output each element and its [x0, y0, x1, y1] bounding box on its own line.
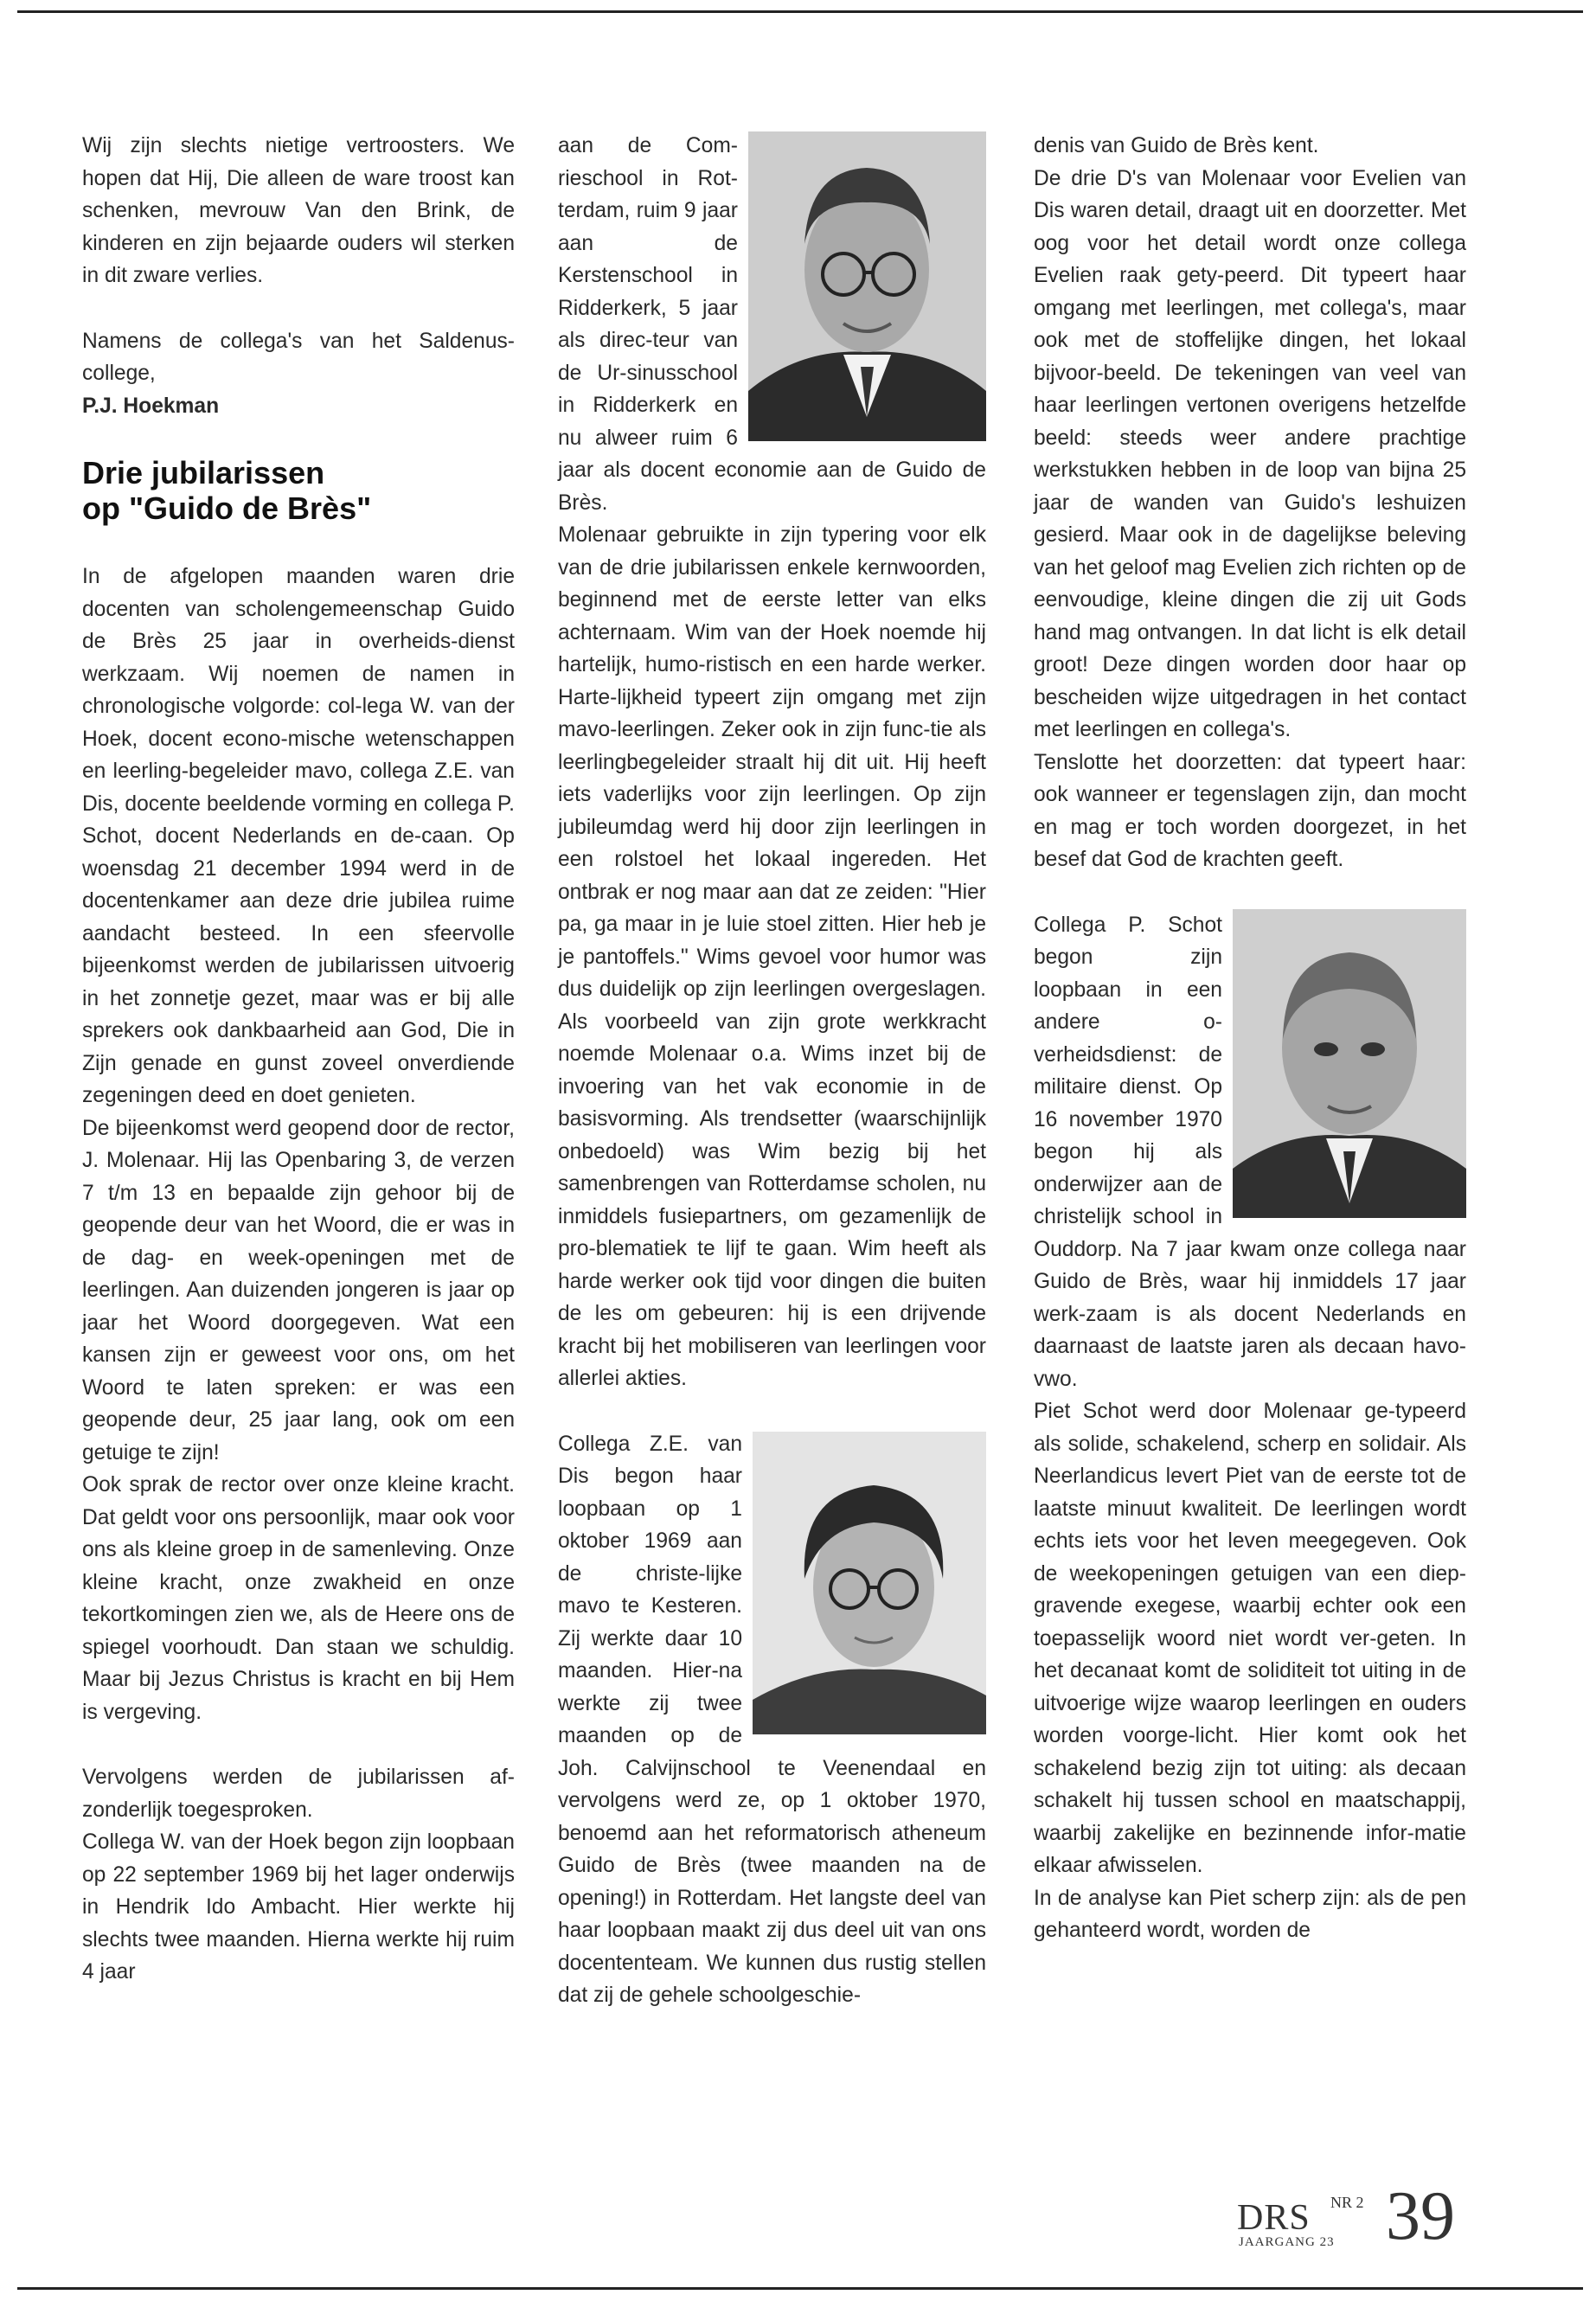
paragraph: Collega W. van der Hoek begon zijn loopbaan op 22 september 1969 bij het lager onderwijs in Hendrik Ido Ambacht. Hier werkte hij slechts twee maanden. Hierna werkte hij ruim 4 jaar — [82, 1830, 515, 1984]
column-3 — [1034, 130, 1466, 1947]
signature: P.J. Hoekman — [82, 394, 220, 418]
paragraph: Namens de collega's van het Saldenus-college, — [82, 329, 515, 385]
paragraph: De drie D's van Molenaar voor Evelien van Dis waren detail, draagt uit en doorzetter. Met oog voor het detail wordt onze collega Evelien raak gety-peerd. Dit typeert haar omgang met leerlingen, met collega's, maar ook met de stoffelijke dingen, het lokaal bijvoor-beeld. De tekeningen van veel van haar leerlingen vertonen overigens hetzelfde beeld: steeds weer andere prachtige werkstukken hebben in de loop van bijna 25 jaar de wanden van Guido's leshuizen gesierd. Maar ook in de dagelijkse beleving van het geloof mag Evelien zich richten op de eenvoudige, kleine dingen die zij uit Gods hand mag ontvangen. In dat licht is elk detail groot! Deze dingen worden door haar op bescheiden wijze uitgedragen in het contact met leerlingen en collega's. — [1034, 166, 1466, 741]
article-heading — [82, 455, 515, 526]
magazine-brand: DRS — [1237, 2198, 1311, 2238]
portrait-photo-van-dis — [753, 1432, 986, 1734]
paragraph: Piet Schot werd door Molenaar ge-typeerd als solide, schakelend, scherp en solidair. Als Neerlandicus levert Piet van de eerste tot de laatste minuut kwaliteit. De leerlingen wordt echts iets voor het leven meegegeven. Ook de weekopeningen getuigen van een diep-gravende exegese, waarbij echter ook een toepasselijk woord niet wordt ver-geten. In het decanaat komt de soliditeit tot uiting in de uitvoerige wijze waarop leerlingen en ouders worden voorge-licht. Hier komt ook het schakelend bezig zijn tot uiting: als decaan schakelt hij tussen school en maatschappij, waarbij zakelijke en bezinnende infor-matie elkaar afwisselen. — [1034, 1400, 1466, 1877]
column-1 — [82, 130, 515, 1989]
top-rule — [17, 10, 1583, 13]
volume-label: JAARGANG 23 — [1239, 2235, 1335, 2249]
page-footer — [1237, 2178, 1471, 2256]
paragraph: In de afgelopen maanden waren drie docenten van scholengemeenschap Guido de Brès 25 jaar in overheids-dienst werkzaam. Wij noemen de namen in chronologische volgorde: col-lega W. van der Hoek, docent econo-mische wetenschappen en leerling-begeleider mavo, collega Z.E. van Dis, docente beeldende vorming en collega P. Schot, docent Nederlands en de-caan. Op woensdag 21 december 1994 werd in de docentenkamer aan deze drie jubilea ruime aandacht besteed. In een sfeervolle bijeenkomst werden de jubilarissen uitvoerig in het zonnetje gezet, maar was er bij alle sprekers ook dankbaarheid aan God, Die in Zijn genade en gunst zoveel onverdiende zegeningen deed en doet genieten. — [82, 565, 515, 1107]
bottom-rule — [17, 2287, 1583, 2290]
paragraph: aan de Com-rieschool in Rot-terdam, ruim 9 jaar aan de Kerstenschool in Ridderkerk, 5 jaar als direc-teur van de Ur-sinusschool in Ridderkerk en nu alweer ruim 6 jaar als docent economie aan de Guido de Brès. — [558, 134, 986, 515]
heading-line: op "Guido de Brès" — [82, 490, 372, 526]
paragraph: Ook sprak de rector over onze kleine kracht. Dat geldt voor ons persoonlijk, maar ook voor ons als kleine groep in de samenleving. Onze kleine kracht, onze zwakheid en onze tekortkomingen zien we, als de Heere ons de spiegel voorhoudt. Dan staan we schuldig. Maar bij Jezus Christus is kracht en bij Hem is vergeving. — [82, 1473, 515, 1724]
paragraph: Collega Z.E. van Dis begon haar loopbaan op 1 oktober 1969 aan de christe-lijke mavo te Kesteren. Zij werkte daar 10 maanden. Hier-na werkte zij twee maanden op de Joh. Calvijnschool te Veenendaal en vervolgens werd ze, op 1 oktober 1970, benoemd aan het reformatorisch atheneum Guido de Brès (twee maanden na de opening!) in Rotterdam. Het langste deel van haar loopbaan maakt zij dus deel uit van ons docententeam. We kunnen dus rustig stellen dat zij de gehele schoolgeschie- — [558, 1432, 986, 2007]
paragraph: Wij zijn slechts nietige vertroosters. We hopen dat Hij, Die alleen de ware troost kan schenken, mevrouw Van den Brink, de kinderen en zijn bejaarde ouders wil sterken in dit zware verlies. — [82, 134, 515, 287]
paragraph: De bijeenkomst werd geopend door de rector, J. Molenaar. Hij las Openbaring 3, de verzen 7 t/m 13 en bepaalde zijn gehoor bij de geopende deur van het Woord, die er was in de dag- en week-openingen met de leerlingen. Aan duizenden jongeren is jaar op jaar het Woord doorgegeven. Wat een kansen zijn er geweest voor ons, om het Woord te laten spreken: er was een geopende deur, 25 jaar lang, ook om een getuige te zijn! — [82, 1116, 515, 1465]
paragraph: Vervolgens werden de jubilarissen af-zonderlijk toegesproken. — [82, 1766, 515, 1822]
paragraph: Collega P. Schot begon zijn loopbaan in een andere o-verheidsdienst: de militaire dienst. Op 16 november 1970 begon hij als onderwijzer aan de christelijk school in Ouddorp. Na 7 jaar kwam onze collega naar Guido de Brès, waar hij inmiddels 17 jaar werk-zaam is als docent Nederlands en daarnaast de laatste jaren als decaan havo-vwo. — [1034, 913, 1466, 1391]
column-2 — [558, 130, 986, 2012]
heading-line: Drie jubilarissen — [82, 455, 325, 490]
paragraph: Molenaar gebruikte in zijn typering voor elk van de drie jubilarissen enkele kernwoorden, beginnend met de eerste letter van elks achternaam. Wim van der Hoek noemde hij hartelijk, humo-ristisch en een harde werker. Harte-lijkheid typeert zijn omgang met zijn mavo-leerlingen. Zeker ook in zijn func-tie als leerlingbegeleider straalt hij dit uit. Hij heeft iets vaderlijks voor zijn leerlingen. Op zijn jubileumdag werd hij door zijn leerlingen in een rolstoel het lokaal ingereden. Het ontbrak er nog maar aan dat ze zeiden: "Hier pa, ga maar in je luie stoel zitten. Hier heb je je pantoffels." Wims gevoel voor humor was dus duidelijk op zijn leerlingen overgeslagen. Als voorbeeld van zijn grote werkkracht noemde Molenaar o.a. Wims inzet bij de invoering van het vak economie in de basisvorming. Als trendsetter (waarschijnlijk onbedoeld) was Wim bezig bij het samenbrengen van Rotterdamse scholen, nu inmiddels fusiepartners, om gezamenlijk de pro-blematiek te lijf te gaan. Wim heeft als harde werker ook tijd voor dingen die buiten de les om gebeuren: hij is een drijvende kracht bij het mobiliseren van leerlingen voor allerlei akties. — [558, 523, 986, 1390]
paragraph: In de analyse kan Piet scherp zijn: als de pen gehanteerd wordt, worden de — [1034, 1886, 1466, 1942]
portrait-photo-schot — [1233, 909, 1466, 1218]
portrait-photo-van-der-hoek — [748, 131, 986, 441]
issue-number: NR 2 — [1330, 2194, 1364, 2211]
paragraph: denis van Guido de Brès kent. — [1034, 134, 1319, 157]
page-number: 39 — [1386, 2178, 1455, 2254]
paragraph: Tenslotte het doorzetten: dat typeert haar: ook wanneer er tegenslagen zijn, dan mocht en mag er toch worden doorgezet, in het besef dat God de krachten geeft. — [1034, 750, 1466, 871]
